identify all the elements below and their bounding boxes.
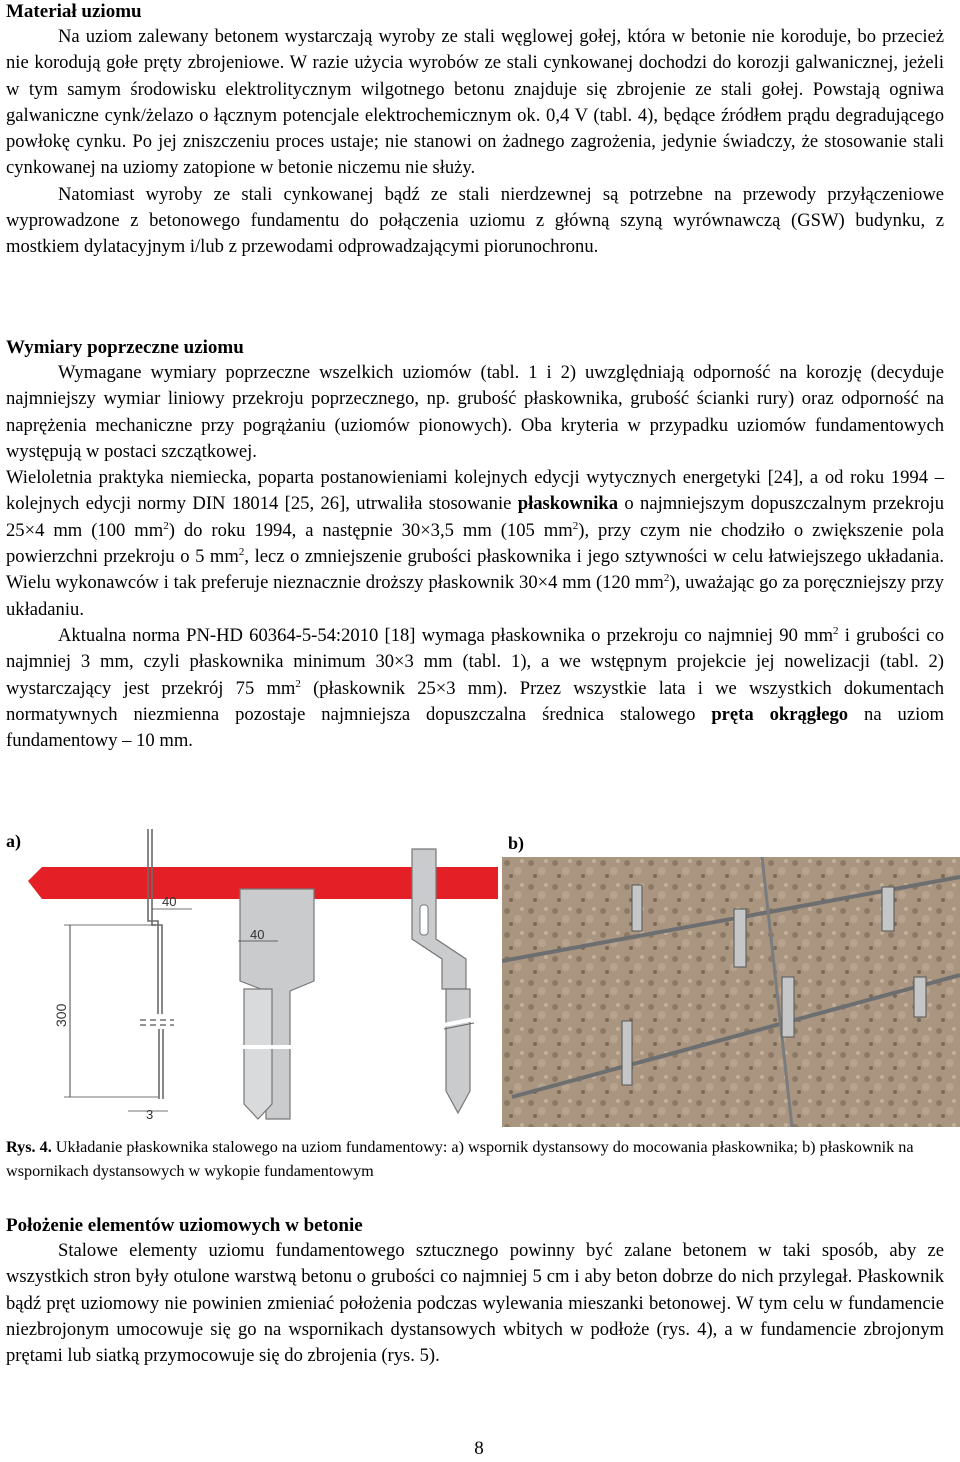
trench-photo <box>502 857 960 1127</box>
paragraph: Stalowe elementy uziomu fundamentowego sztucznego powinny być zalane betonem w taki sposób, aby ze wszystkich stron były otulone warstwą betonu o grubości co najmniej 5 cm i aby beton dobrze do nich przylegał. Płaskownik bądź pręt uziomowy nie powinien zmieniać położenia podczas wylewania mieszanki betonowej. W tym celu w fundamencie niezbrojonym umocowuje się go na wspornikach dystansowych wbitych w podłoże (rys. 4), a w fundamencie zbrojonym prętami lub siatką przymocowuje się do zbrojenia (rys. 5). <box>6 1240 944 1367</box>
paragraph: Wieloletnia praktyka niemiecka, poparta postanowieniami kolejnych edycji wytycznych energetyki [24], a od roku 1994 – kolejnych edycji normy DIN 18014 [25, 26], utrwaliła stosowanie płaskownika o najmniejszym dopuszczalnym przekroju 25×4 mm (100 $mm^2$) do roku 1994, a następnie 30×3,5 mm (105 $mm^2$), przy czym nie chodziło o zwiększenie pola powierzchni przekroju o 5 $mm^2$, lecz o zmniejszenie grubości płaskownika i jego sztywności w celu łatwiejszego układania. Wielu wykonawców i tak preferuje nieznacznie droższy płaskownik 30×4 mm (120 $mm^2$), uważając go za poręczniejszy przy układaniu. <box>6 467 945 620</box>
section-position <box>6 1214 944 1369</box>
paragraph: Aktualna norma PN-HD 60364-5-54:2010 [18] wymaga płaskownika o przekroju co najmniej 90 $mm^2$ i grubości co najmniej 3 mm, czyli płaskownika minimum 30×3 mm (tabl. 1), a we wstępnym projekcie jej nowelizacji (tabl. 2) wystarczający jest przekrój 75 $mm^2$ (płaskownik 25×3 mm). Przez wszystkie lata i we wszystkich dokumentach normatywnych niezmienna pozostaje najmniejsza dopuszczalna średnica stalowego pręta okrągłego na uziom fundamentowy – 10 mm. <box>6 624 944 752</box>
spacer-bracket-drawing <box>28 829 498 1129</box>
section-heading-material: Materiał uziomu <box>6 1 142 22</box>
paragraph: Natomiast wyroby ze stali cynkowanej bądź ze stali nierdzewnej są potrzebne na przewody przyłączeniowe wyprowadzone z betonowego fundamentu do połączenia uziomu z główną szyną wyrównawczą (GSW) budynku, z mostkiem dylatacyjnym i/lub z przewodami odprowadzającymi piorunochronu. <box>6 183 944 258</box>
section-heading-dimensions: Wymiary poprzeczne uziomu <box>6 337 244 358</box>
figure-4 <box>6 825 960 1125</box>
figure-label-b: b) <box>508 833 525 853</box>
paragraph: Wymagane wymiary poprzeczne wszelkich uziomów (tabl. 1 i 2) uwzględniają odporność na korozję (decyduje najmniejszy wymiar liniowy przekroju poprzecznego, np. grubość płaskownika, grubość ścianki rury) oraz odporność na naprężenia mechaniczne przy pogrążaniu (uziomów pionowych). Oba kryteria w przypadku uziomów fundamentowych występują w postaci szczątkowej. <box>6 362 944 462</box>
section-heading-position: Położenie elementów uziomowych w betonie <box>6 1215 363 1236</box>
figure-label-a: a) <box>6 831 21 851</box>
dimension-label-3: 3 <box>146 1107 154 1122</box>
dimension-label-40-left: 40 <box>162 894 177 909</box>
dimension-label-40-right: 40 <box>250 927 265 942</box>
section-material <box>6 0 944 261</box>
page-number: 8 <box>474 1438 484 1459</box>
section-dimensions <box>6 336 944 754</box>
figure-caption: Rys. 4. Układanie płaskownika stalowego na uziom fundamentowy: a) wspornik dystansowy do mocowania płaskownika; b) płaskownik na wspornikach dystansowych w wykopie fundamentowym <box>6 1138 914 1180</box>
dimension-label-300: 300 <box>53 1003 69 1027</box>
paragraph: Na uziom zalewany betonem wystarczają wyroby ze stali węglowej gołej, która w betonie nie koroduje, bo przecież nie korodują gołe pręty zbrojeniowe. W razie użycia wyrobów ze stali cynkowanej dochodzi do korozji galwanicznej, jeżeli w tym samym środowisku elektrolitycznym wilgotnego betonu znajduje się zbrojenie ze stali gołej. Powstają ogniwa galwaniczne cynk/żelazo o łącznym potencjale elektrochemicznym ok. 0,4 V (tabl. 4), będące źródłem prądu degradującego powłokę cynku. Po jej zniszczeniu proces ustaje; nie stanowi on żadnego zagrożenia, jedynie świadczy, że stosowanie stali cynkowanej na uziomy zatopione w betonie niczemu nie służy. <box>6 26 944 179</box>
